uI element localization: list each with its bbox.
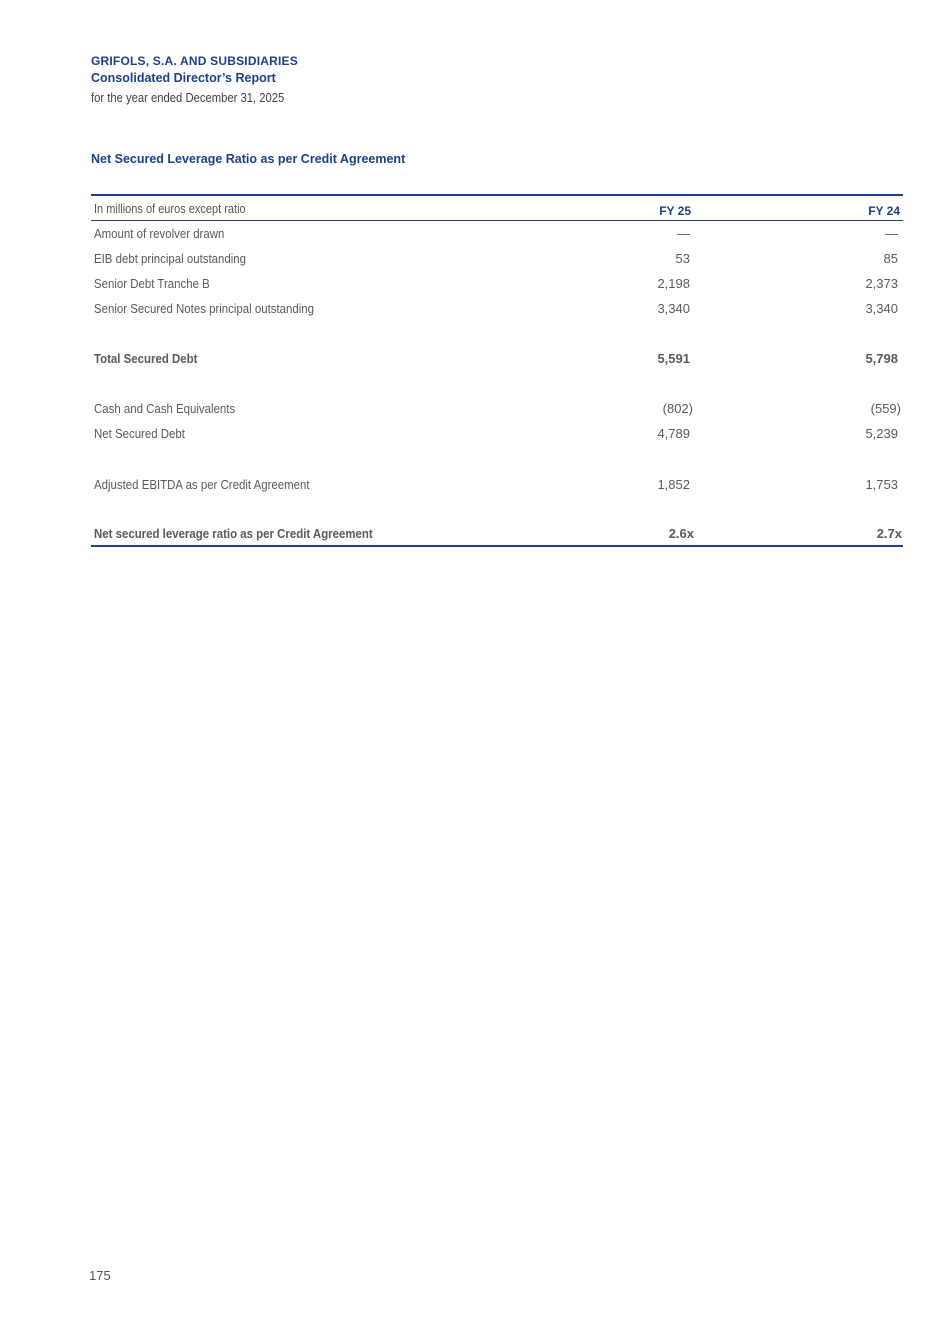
row-label: Cash and Cash Equivalents (94, 401, 236, 416)
row-spacer (91, 497, 903, 523)
fy24-value: 85 (883, 251, 898, 266)
fy25-value: 4,789 (657, 426, 690, 441)
fy25-value: 3,340 (657, 301, 690, 316)
row-label: Amount of revolver drawn (94, 226, 225, 241)
row-label: Net secured leverage ratio as per Credit Agreement (94, 526, 373, 541)
fy25-value: 53 (675, 251, 690, 266)
fy25-value: 2,198 (657, 276, 690, 291)
row-label: EIB debt principal outstanding (94, 251, 247, 266)
row-label: Adjusted EBITDA as per Credit Agreement (94, 477, 310, 492)
table-row (91, 296, 903, 321)
row-spacer (91, 321, 903, 346)
column-header-fy24: FY 24 (868, 204, 900, 218)
table-row (91, 421, 903, 446)
table-row (91, 271, 903, 296)
fy25-value: 2.6x (668, 526, 694, 541)
page-number: 175 (89, 1268, 111, 1283)
row-label: Senior Debt Tranche B (94, 276, 210, 291)
section-title: Net Secured Leverage Ratio as per Credit Agreement (91, 152, 406, 166)
table-header-row (91, 196, 903, 221)
unit-label: In millions of euros except ratio (94, 202, 246, 216)
fy25-value: 1,852 (657, 477, 690, 492)
fy24-value: — (885, 226, 898, 241)
row-label: Net Secured Debt (94, 426, 185, 441)
fy24-value: 2.7x (876, 526, 902, 541)
row-label: Senior Secured Notes principal outstanding (94, 301, 315, 316)
fy25-value: 5,591 (657, 351, 690, 366)
report-period: for the year ended December 31, 2025 (91, 91, 285, 105)
fy24-value: 2,373 (865, 276, 898, 291)
row-label: Total Secured Debt (94, 351, 198, 366)
fy24-value: 5,239 (865, 426, 898, 441)
row-spacer (91, 446, 903, 472)
fy24-value: 5,798 (865, 351, 898, 366)
total-secured-debt-row (91, 346, 903, 371)
report-title: Consolidated Director’s Report (91, 71, 276, 85)
table-row (91, 221, 903, 246)
company-name: GRIFOLS, S.A. AND SUBSIDIARIES (91, 54, 298, 68)
leverage-ratio-row (91, 523, 903, 547)
document-header (91, 53, 306, 108)
fy25-value: (802) (662, 401, 693, 416)
fy25-value: — (677, 226, 690, 241)
fy24-value: 3,340 (865, 301, 898, 316)
column-header-fy25: FY 25 (659, 204, 691, 218)
table-row (91, 246, 903, 271)
table-row (91, 396, 903, 421)
fy24-value: (559) (870, 401, 901, 416)
row-spacer (91, 371, 903, 396)
leverage-ratio-table (91, 194, 903, 547)
fy24-value: 1,753 (865, 477, 898, 492)
table-row (91, 472, 903, 497)
